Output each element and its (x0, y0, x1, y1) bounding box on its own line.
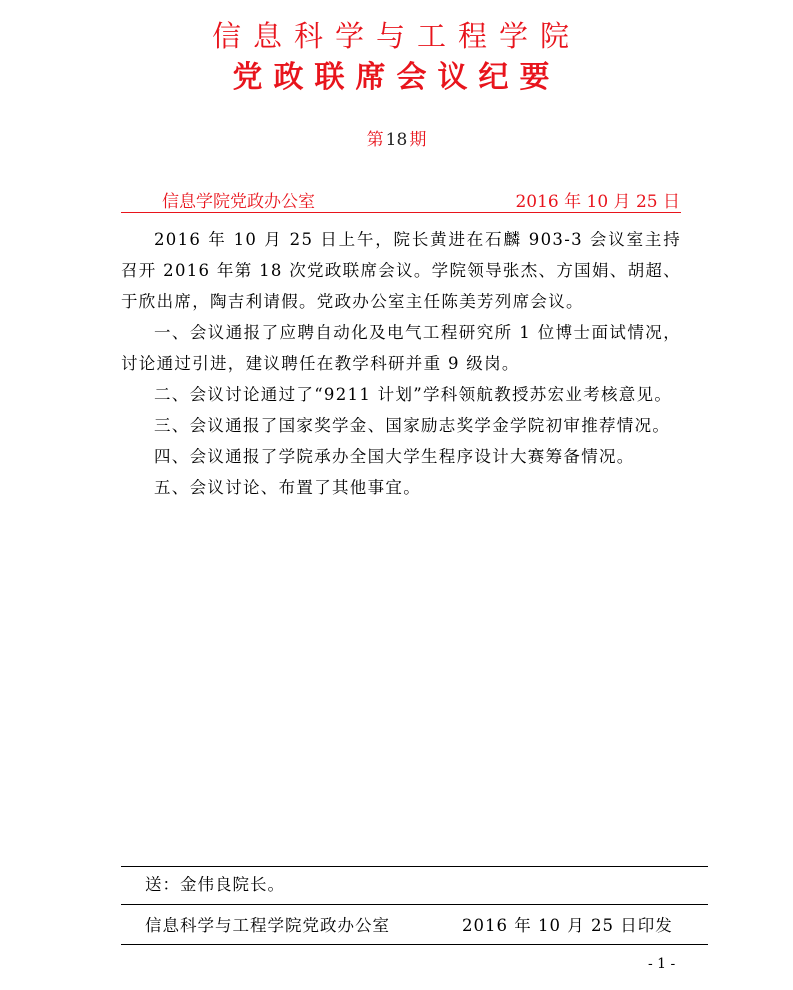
issue-suffix: 期 (409, 130, 427, 150)
paragraph-intro: 2016 年 10 月 25 日上午，院长黄进在石麟 903-3 会议室主持召开 2016 年第 18 次党政联席会议。学院领导张杰、方国娟、胡超、于欣出席，陶吉利请假。党政办公室主任陈美芳列席会议。 (121, 230, 681, 311)
issue-prefix: 第 (366, 130, 384, 150)
issue-number-value: 18 (385, 130, 408, 150)
paragraph-item-5: 五、会议讨论、布置了其他事宜。 (154, 478, 421, 497)
footer-issuer: 信息科学与工程学院党政办公室 (145, 916, 390, 935)
header-office: 信息学院党政办公室 (162, 192, 315, 212)
issue-number (0, 128, 793, 152)
footer-divider-bottom (121, 944, 708, 945)
header-date: 2016 年 10 月 25 日 (515, 192, 680, 212)
send-to: 送：金伟良院长。 (145, 875, 285, 894)
paragraph-item-2: 二、会议讨论通过了“9211 计划”学科领航教授苏宏业考核意见。 (154, 385, 673, 404)
footer-divider-middle (121, 904, 708, 905)
org-title: 信息科学与工程学院 (211, 19, 581, 53)
document-title: 党政联席会议纪要 (232, 60, 561, 95)
paragraph-item-1: 一、会议通报了应聘自动化及电气工程研究所 1 位博士面试情况，讨论通过引进，建议聘任在教学科研并重 9 级岗。 (121, 323, 681, 373)
paragraph-item-4: 四、会议通报了学院承办全国大学生程序设计大赛筹备情况。 (154, 447, 635, 466)
paragraph-item-3: 三、会议通报了国家奖学金、国家励志奖学金学院初审推荐情况。 (154, 416, 671, 435)
footer-issue-date: 2016 年 10 月 25 日印发 (462, 916, 673, 935)
header-divider (121, 212, 681, 213)
footer-divider-top (121, 866, 708, 867)
page-number: - 1 - (648, 956, 676, 972)
document-body (121, 224, 681, 503)
